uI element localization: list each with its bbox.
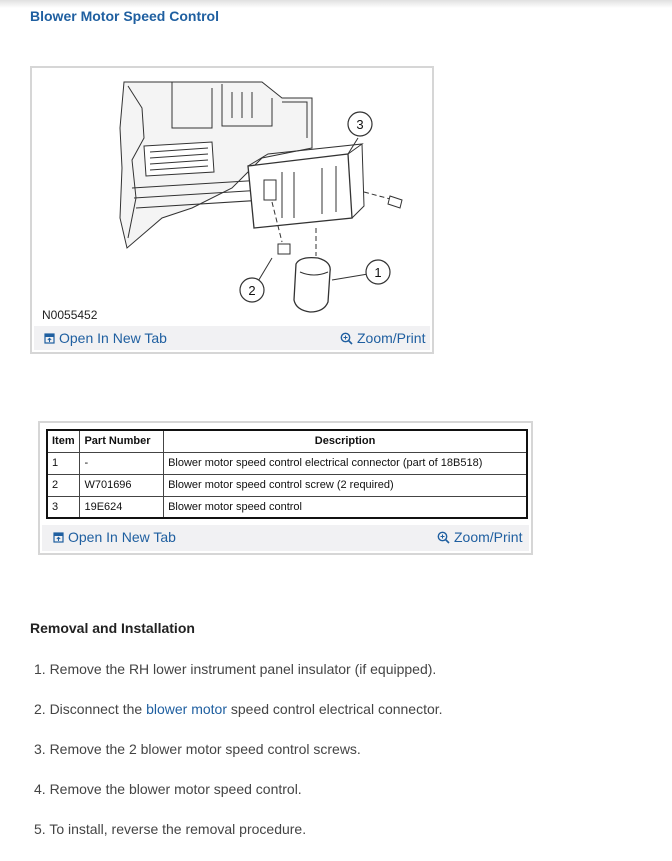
cell-description: Blower motor speed control electrical connector (part of 18B518) <box>164 452 527 474</box>
procedure-step-5: 5. To install, reverse the removal procedure. <box>34 821 307 837</box>
open-new-tab-icon <box>53 532 64 543</box>
section-heading-removal-installation: Removal and Installation <box>30 620 195 636</box>
cell-item: 3 <box>47 496 80 518</box>
cell-item: 1 <box>47 452 80 474</box>
table-open-new-tab-label: Open In New Tab <box>68 529 176 545</box>
table-header-row <box>47 430 527 452</box>
column-header-part-number: Part Number <box>80 430 164 452</box>
figure-zoom-print-label: Zoom/Print <box>357 330 426 346</box>
cell-item: 2 <box>47 474 80 496</box>
table-zoom-print-label: Zoom/Print <box>454 529 523 545</box>
table-row <box>47 496 527 518</box>
callout-3-label: 3 <box>356 117 364 132</box>
procedure-step-4: 4. Remove the blower motor speed control. <box>34 781 302 797</box>
table-row <box>47 474 527 496</box>
column-header-description: Description <box>164 430 527 452</box>
table-row <box>47 452 527 474</box>
zoom-icon <box>437 531 450 544</box>
callout-1-label: 1 <box>374 265 382 280</box>
step-2-text-pre: 2. Disconnect the <box>34 701 147 717</box>
cell-description: Blower motor speed control <box>164 496 527 518</box>
table-toolbar <box>42 525 529 551</box>
open-new-tab-icon <box>44 333 55 344</box>
cell-part-number: 19E624 <box>80 496 164 518</box>
cell-description: Blower motor speed control screw (2 required) <box>164 474 527 496</box>
blower-motor-link[interactable]: blower motor <box>146 701 227 717</box>
parts-table-container <box>38 421 533 555</box>
cell-part-number: W701696 <box>80 474 164 496</box>
step-2-text-post: speed control electrical connector. <box>226 701 443 717</box>
table-open-new-tab-link[interactable] <box>53 529 176 545</box>
table-zoom-print-link[interactable] <box>437 529 522 545</box>
figure-open-new-tab-label: Open In New Tab <box>59 330 167 346</box>
figure-code: N0055452 <box>42 308 98 322</box>
procedure-step-1: 1. Remove the RH lower instrument panel insulator (if equipped). <box>34 661 437 677</box>
figure-open-new-tab-link[interactable] <box>44 330 167 346</box>
procedure-step-2 <box>34 701 443 717</box>
figure-toolbar <box>34 326 430 350</box>
column-header-item: Item <box>47 430 80 452</box>
top-shadow <box>0 0 672 8</box>
parts-table <box>46 429 528 519</box>
cell-part-number: - <box>80 452 164 474</box>
page-title: Blower Motor Speed Control <box>30 8 219 24</box>
figure-zoom-print-link[interactable] <box>340 330 425 346</box>
callout-2-label: 2 <box>248 283 256 298</box>
blower-motor-illustration[interactable] <box>32 68 432 326</box>
figure-container <box>30 66 434 354</box>
procedure-step-3: 3. Remove the 2 blower motor speed control screws. <box>34 741 361 757</box>
zoom-icon <box>340 332 353 345</box>
